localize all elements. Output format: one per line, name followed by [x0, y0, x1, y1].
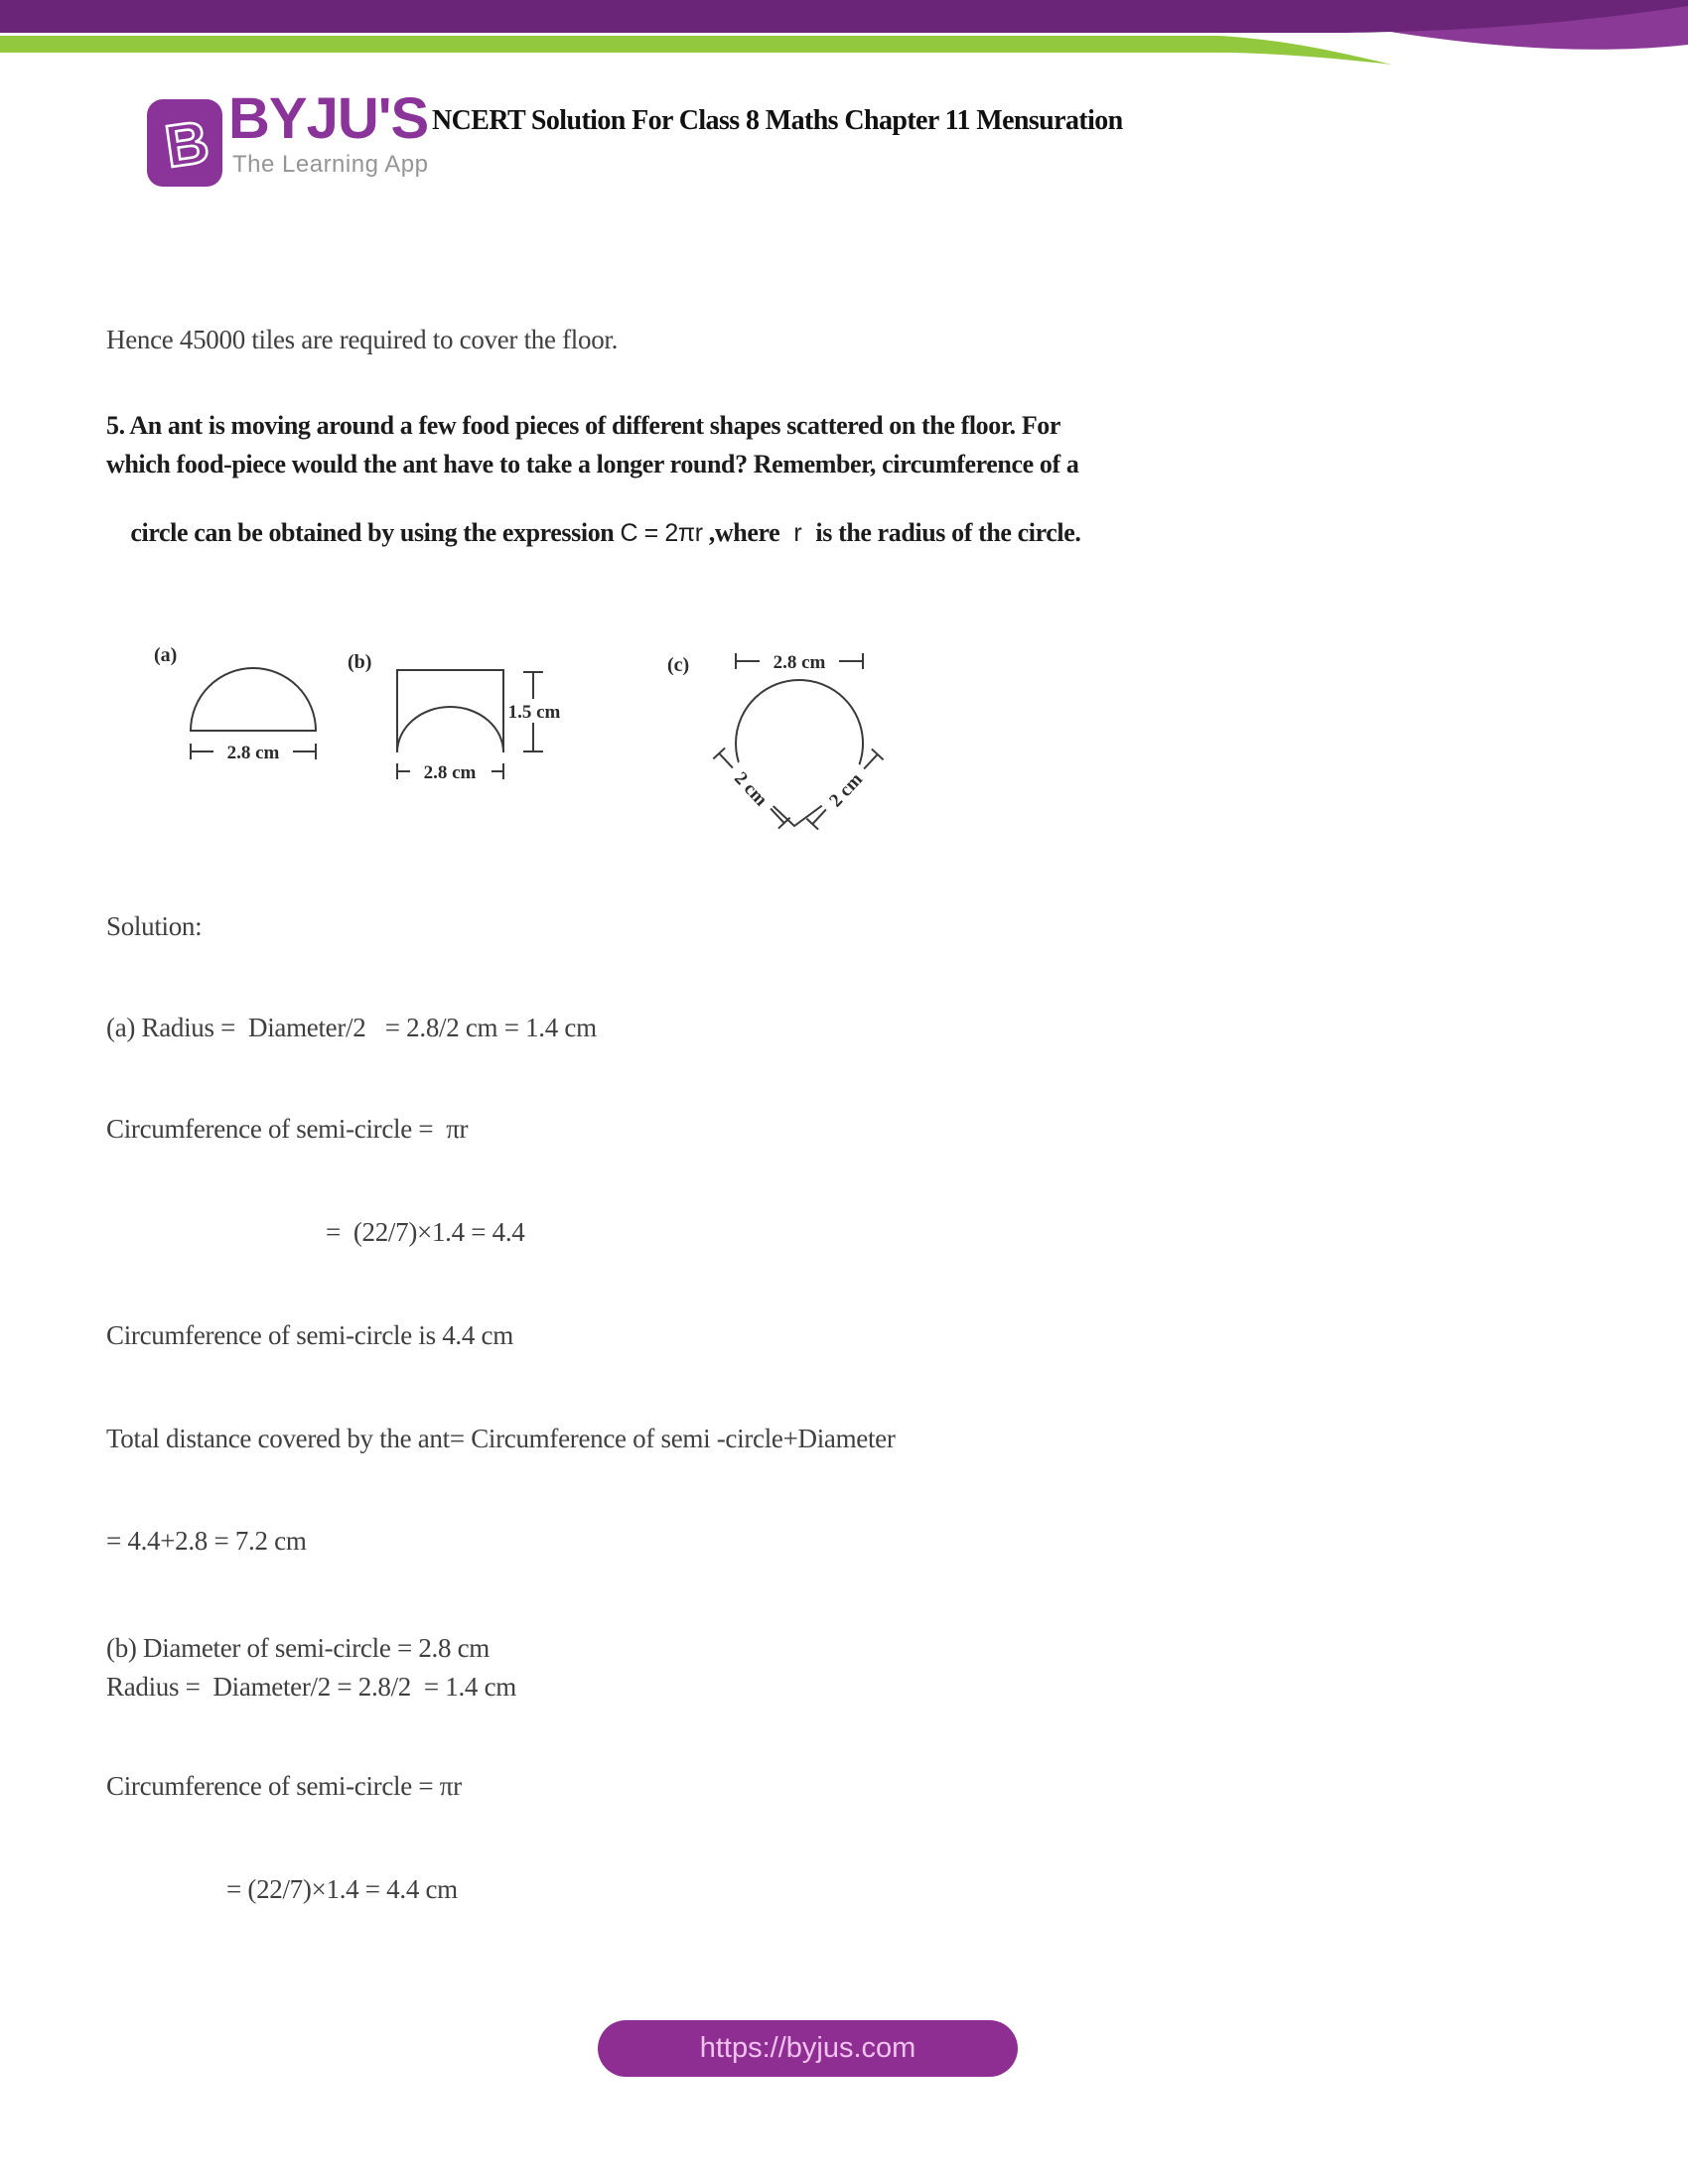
food-pieces-figure [99, 596, 914, 854]
question-line-3 [106, 488, 1080, 578]
figure-b-height-dimension [507, 672, 561, 751]
svg-text:B: B [161, 108, 213, 181]
figure-c-left-dimension [710, 746, 792, 832]
question-line-3-tail: is the radius of the circle. [809, 518, 1081, 547]
banner-dark-purple-band [0, 0, 1688, 33]
solution-line: Total distance covered by the ant= Circumference of semi -circle+Diameter [106, 1424, 896, 1453]
solution-line: Circumference of semi-circle is 4.4 cm [106, 1320, 513, 1350]
solution-line: (a) Radius = Diameter/2 = 2.8/2 cm = 1.4 cm [106, 1013, 597, 1042]
figure-a-semicircle [154, 644, 316, 763]
byjus-b-glyph [147, 99, 222, 187]
byjus-url-label: https://byjus.com [699, 2032, 916, 2064]
svg-text:1.5 cm: 1.5 cm [507, 702, 561, 723]
solution-line: (b) Diameter of semi-circle = 2.8 cm [106, 1633, 491, 1663]
solution-line: Circumference of semi-circle = πr [106, 1114, 469, 1144]
figure-a-width-dimension [191, 740, 316, 763]
page-title: NCERT Solution For Class 8 Maths Chapter 11 Mensuration [432, 105, 1123, 136]
byjus-wordmark: BYJU'S [228, 86, 429, 151]
banner-green-stripe [0, 36, 1392, 65]
figure-b-width-dimension [397, 759, 503, 783]
solution-line: = (22/7)×1.4 = 4.4 [326, 1217, 525, 1247]
figure-c-teardrop [667, 649, 887, 832]
svg-text:2 cm: 2 cm [825, 768, 867, 812]
figure-c-right-dimension [803, 747, 886, 833]
solution-line: = 4.4+2.8 = 7.2 cm [106, 1526, 307, 1556]
figure-c-width-dimension [736, 649, 863, 673]
svg-text:(a): (a) [154, 644, 178, 666]
svg-text:2.8 cm: 2.8 cm [226, 743, 280, 763]
question-line-1: 5. An ant is moving around a few food pieces of different shapes scattered on the floor. For [106, 411, 1061, 440]
solution-line: Circumference of semi-circle = πr [106, 1771, 462, 1801]
figure-b-rect-with-arch [348, 651, 561, 783]
question-line-2: which food-piece would the ant have to take a longer round? Remember, circumference of a [106, 450, 1079, 478]
question-line-3-mid: ,where [702, 518, 786, 547]
byjus-url-button[interactable] [598, 2020, 1018, 2077]
question-line-3-text: circle can be obtained by using the expression [130, 518, 621, 547]
solution-line: = (22/7)×1.4 = 4.4 cm [226, 1874, 458, 1904]
svg-text:2 cm: 2 cm [730, 767, 772, 811]
circumference-formula: C = 2πr [620, 519, 703, 547]
svg-text:(b): (b) [348, 651, 372, 673]
svg-text:(c): (c) [667, 654, 690, 676]
svg-text:2.8 cm: 2.8 cm [423, 762, 477, 783]
svg-text:2.8 cm: 2.8 cm [773, 652, 826, 673]
byjus-tagline: The Learning App [232, 151, 429, 178]
radius-variable: r [793, 519, 802, 547]
solution-line: Radius = Diameter/2 = 2.8/2 = 1.4 cm [106, 1672, 516, 1702]
solution-heading: Solution: [106, 911, 203, 941]
hence-conclusion-line: Hence 45000 tiles are required to cover the floor. [106, 325, 619, 354]
header-banner-wave [0, 0, 1688, 94]
byjus-logo-icon [147, 99, 222, 187]
